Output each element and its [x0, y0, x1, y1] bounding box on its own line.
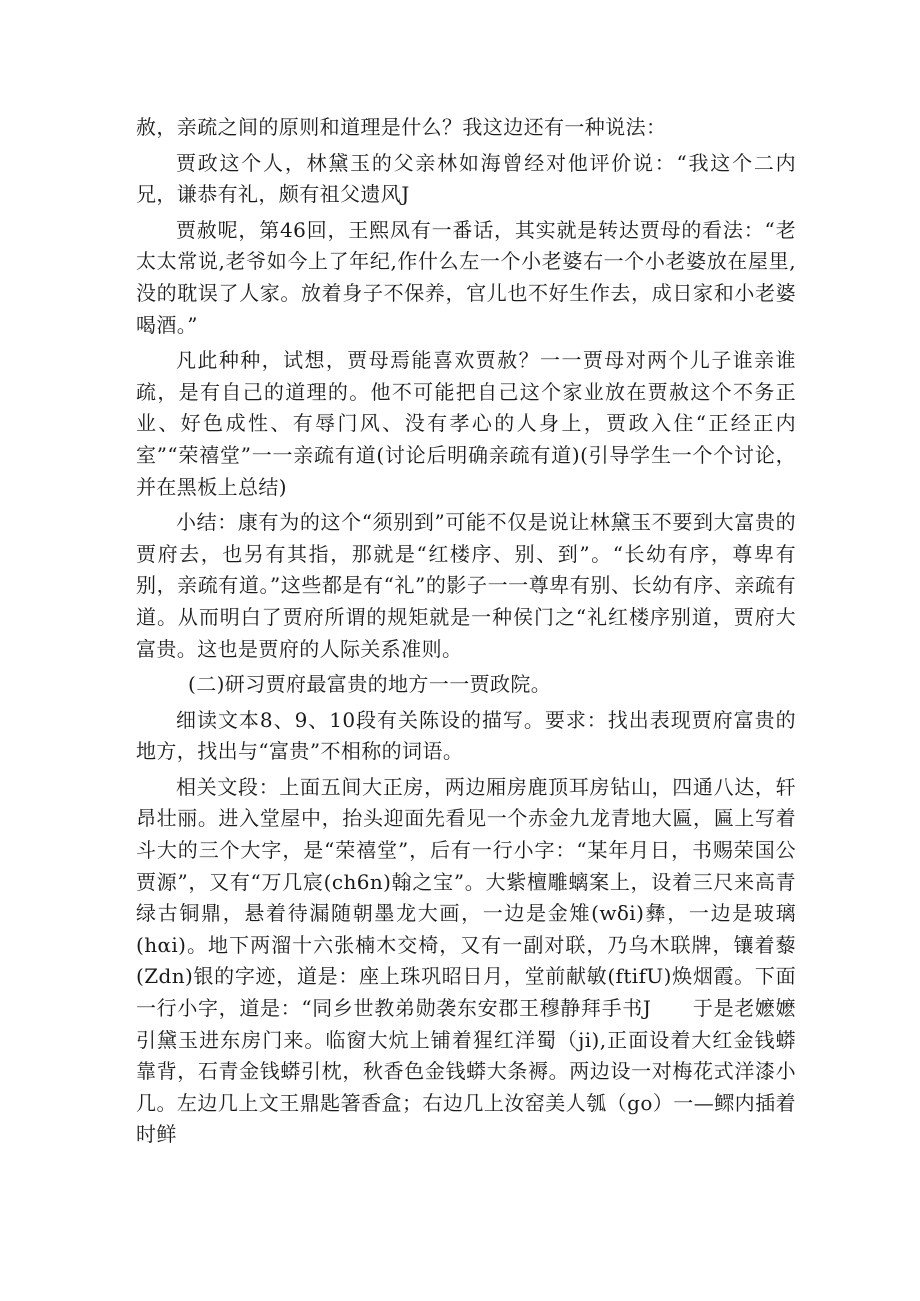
section-heading: (二)研习贾府最富贵的地方一一贾政院。 — [188, 672, 552, 697]
paragraph-summary: 小结：康有为的这个“须别到”可能不仅是说让林黛玉不要到大富贵的贾府去，也另有其指，那就是“红楼序、别、到”。“长幼有序，尊卑有别，亲疏有道。”这些都是有“礼”的影子一一尊卑有别、长幼有序、亲疏有道。从而明白了贾府所谓的规矩就是一种侯门之“礼红楼序别道，贾府大富贵。这也是贾府的人际关系准则。 — [136, 510, 796, 661]
paragraph-jia-she: 贾赦呢，第46回，王熙凤有一番话，其实就是转达贾母的看法：“老太太常说,老爷如今上了年纪,作什么左一个小老婆右一个小老婆放在屋里,没的耽误了人家。放着身子不保养，官儿也不好生作去，成日家和小老婆喝酒。” — [136, 217, 796, 337]
document-body — [136, 112, 796, 1155]
paragraph-excerpt: 相关文段：上面五间大正房，两边厢房鹿顶耳房钻山，四通八达，轩昂壮丽。进入堂屋中，抬头迎面先看见一个赤金九龙青地大匾，匾上写着斗大的三个大字，是“荣禧堂”，后有一行小字：“某年月日，书赐荣国公贾源”，又有“万几宸(ch6n)翰之宝”。大紫檀雕螭案上，设着三尺来高青绿古铜鼎，悬着待漏随朝墨龙大画，一边是金雉(wδi)彝，一边是玻璃(hαi)。地下两溜十六张楠木交椅，又有一副对联，乃乌木联牌，镶着藜(Zdn)银的字迹，道是：座上珠巩昭日月，堂前献敏(ftifU)焕烟霞。下面一行小字，道是：“同乡世教弟勋袭东安郡王穆静拜手书J 于是老嬷嬷引黛玉进东房门来。临窗大炕上铺着猩红洋蜀（ji),正面设着大红金钱蟒靠背，石青金钱蟒引枕，秋香色金钱蟒大条褥。两边设一对梅花式洋漆小几。左边几上文王鼎匙箸香盒；右边几上汝窑美人瓠（go）一—鳏内插着时鲜 — [136, 774, 796, 1147]
paragraph-jia-zheng: 贾政这个人，林黛玉的父亲林如海曾经对他评价说：“我这个二内兄，谦恭有礼，颇有祖父遗风J — [136, 150, 796, 207]
paragraph-task: 细读文本8、9、10段有关陈设的描写。要求：找出表现贾府富贵的地方，找出与“富贵”不相称的词语。 — [136, 707, 796, 764]
paragraph-reasoning: 凡此种种，试想，贾母焉能喜欢贾赦？一一贾母对两个儿子谁亲谁疏，是有自己的道理的。他不可能把自己这个家业放在贾赦这个不务正业、好色成性、有辱门风、没有孝心的人身上，贾政入住“正经正内室”“荣禧堂”一一亲疏有道(讨论后明确亲疏有道)(引导学生一个个讨论，并在黑板上总结) — [136, 348, 796, 499]
paragraph-continuation: 赦，亲疏之间的原则和道理是什么？我这边还有一种说法： — [136, 115, 667, 139]
